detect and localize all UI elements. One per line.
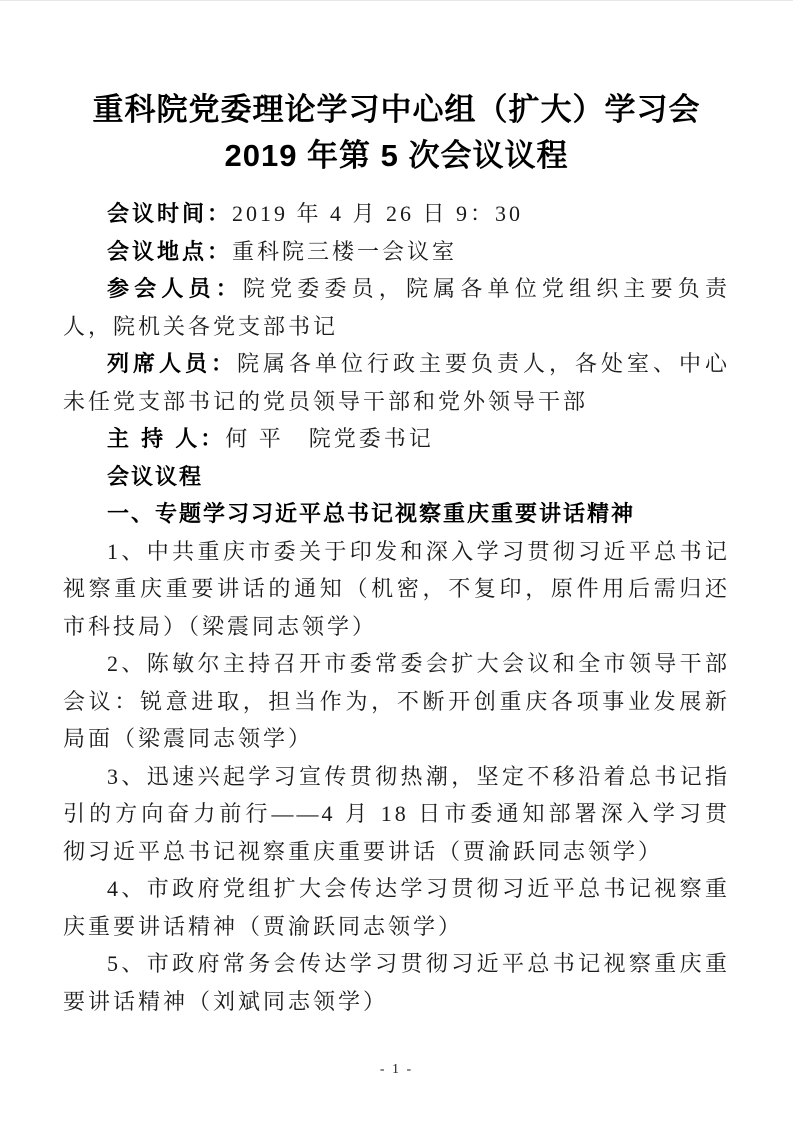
document-title bbox=[63, 87, 730, 179]
agenda-section-1-heading: 一、专题学习习近平总书记视察重庆重要讲话精神 bbox=[107, 501, 636, 526]
agenda-item-4: 4、市政府党组扩大会传达学习贯彻习近平总书记视察重庆重要讲话精神（贾渝跃同志领学） bbox=[63, 876, 730, 939]
meeting-place-label: 会议地点： bbox=[107, 238, 233, 264]
meeting-time-label: 会议时间： bbox=[107, 201, 233, 226]
meeting-time-value: 2019 年 4 月 26 日 9：30 bbox=[232, 201, 524, 226]
host-label: 主 持 人： bbox=[107, 426, 226, 451]
meeting-place-value: 重科院三楼一会议室 bbox=[232, 238, 458, 264]
observers-label: 列席人员： bbox=[107, 351, 237, 376]
meeting-time-row bbox=[63, 195, 730, 233]
meeting-place-row bbox=[63, 233, 730, 271]
attendees-value: 院党委委员，院属各单位党组织主要负责人，院机关各党支部书记 bbox=[63, 276, 730, 339]
document-title-line2: 2019 年第 5 次会议议程 bbox=[224, 138, 569, 173]
agenda-items bbox=[63, 533, 730, 1021]
host-row bbox=[63, 420, 730, 458]
meeting-meta-section bbox=[63, 195, 730, 458]
agenda-item-5: 5、市政府常务会传达学习贯彻习近平总书记视察重庆重要讲话精神（刘斌同志领学） bbox=[63, 951, 730, 1014]
observers-row bbox=[63, 345, 730, 420]
page-number: - 1 - bbox=[379, 1062, 414, 1077]
agenda-item-2: 2、陈敏尔主持召开市委常委会扩大会议和全市领导干部会议：锐意进取，担当作为，不断开创重庆各项事业发展新局面（梁震同志领学） bbox=[63, 651, 730, 751]
document-content bbox=[0, 87, 793, 1020]
attendees-row bbox=[63, 270, 730, 345]
document-title-line1: 重科院党委理论学习中心组（扩大）学习会 bbox=[92, 92, 701, 127]
host-value: 何 平 院党委书记 bbox=[225, 426, 434, 451]
observers-value: 院属各单位行政主要负责人，各处室、中心未任党支部书记的党员领导干部和党外领导干部 bbox=[63, 351, 730, 414]
agenda-item-3: 3、迅速兴起学习宣传贯彻热潮，坚定不移沿着总书记指引的方向奋力前行——4 月 18 日市委通知部署深入学习贯彻习近平总书记视察重庆重要讲话（贾渝跃同志领学） bbox=[63, 763, 730, 864]
agenda-heading: 会议议程 bbox=[107, 463, 204, 489]
agenda-item-1: 1、中共重庆市委关于印发和深入学习贯彻习近平总书记视察重庆重要讲话的通知（机密，不复印，原件用后需归还市科技局）（梁震同志领学） bbox=[63, 538, 730, 639]
attendees-label: 参会人员： bbox=[107, 276, 243, 301]
